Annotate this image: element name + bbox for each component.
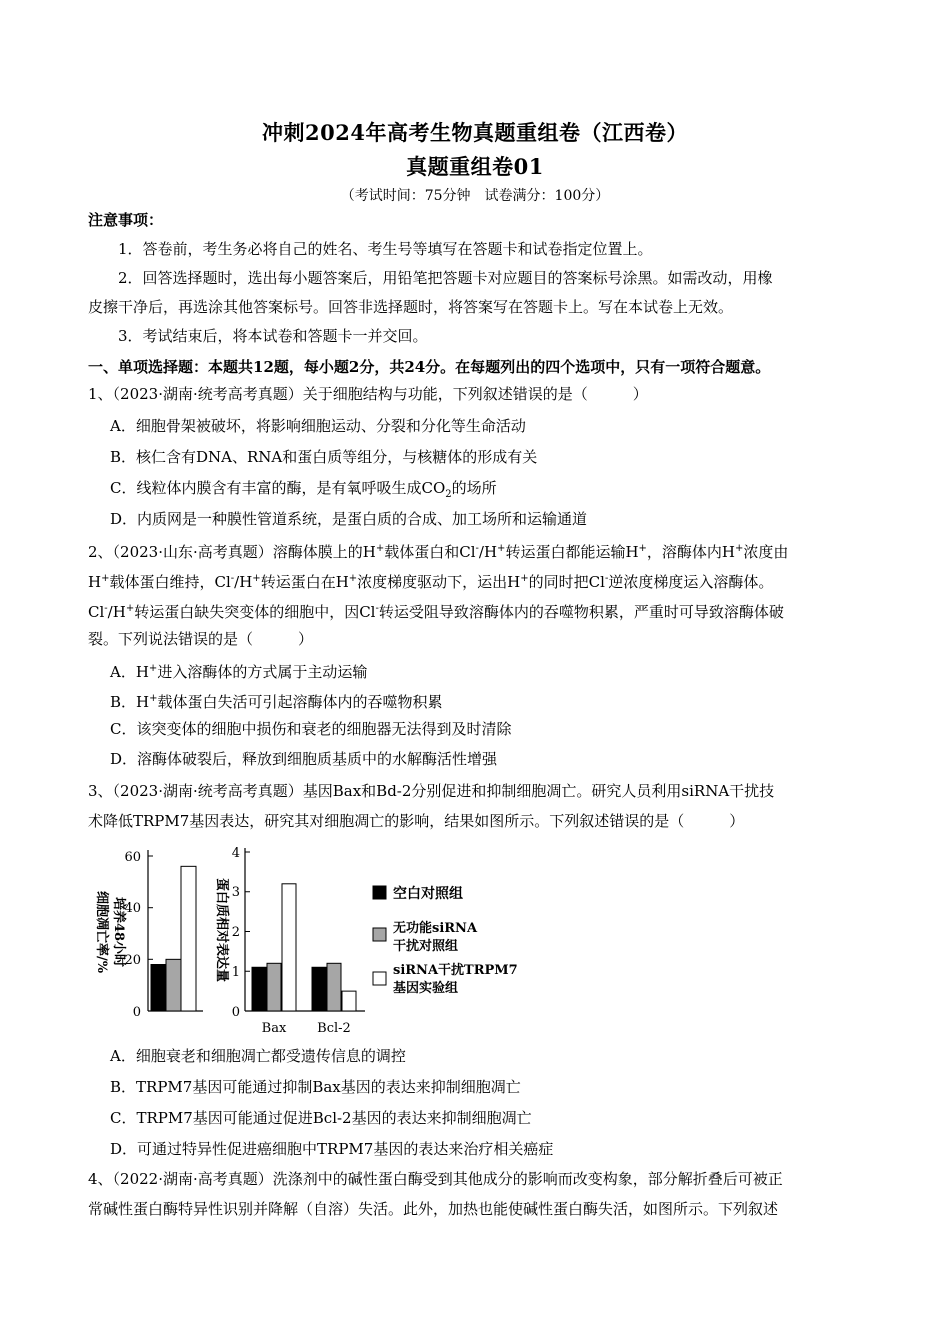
- chart-1-bar-blank-control: [151, 965, 166, 1012]
- q2-option-c: C．该突变体的细胞中损伤和衰老的细胞器无法得到及时清除: [110, 720, 512, 738]
- q3-option-d: D．可通过特异性促进癌细胞中TRPM7基因的表达来治疗相关癌症: [110, 1140, 554, 1158]
- chart-1-ytick-20: 20: [124, 953, 141, 968]
- chart-2-xtick-bcl2: Bcl-2: [317, 1021, 351, 1036]
- section-heading: 一、单项选择题：本题共12题，每小题2分，共24分。在每题列出的四个选项中，只有一项符合题意。: [88, 358, 771, 376]
- q1-option-c: C．线粒体内膜含有丰富的酶，是有氧呼吸生成$CO_2$的场所: [110, 479, 497, 500]
- q3-stem-line-1: 3、（2023·湖南·统考高考真题）基因Bax和Bd-2分别促进和抑制细胞凋亡。研究人员利用siRNA干扰技: [88, 782, 775, 800]
- q4-stem-line-2: 常碱性蛋白酶特异性识别并降解（自溶）失活。此外，加热也能使碱性蛋白酶失活，如图所示。下列叙述: [88, 1200, 779, 1218]
- chart-1-ylabel-line-2: 细胞凋亡率/%: [94, 890, 109, 974]
- notice-item-2-cont: 皮擦干净后，再选涂其他答案标号。回答非选择题时，将答案写在答题卡上。写在本试卷上无效。: [88, 298, 734, 316]
- chart-2-ylabel: 蛋白质相对表达量: [214, 877, 229, 983]
- chart-1-bar-nonfunctional-sirna: [166, 959, 181, 1011]
- q3-option-c: C．TRPM7基因可能通过促进Bcl-2基因的表达来抑制细胞凋亡: [110, 1109, 532, 1127]
- chart-2-bar-bax-nonfunctional-sirna: [267, 963, 281, 1011]
- chart-2-ytick-1: 1: [231, 965, 240, 980]
- legend-label-white-line-1: siRNA干扰TRPM7: [393, 963, 518, 978]
- legend-label-black: 空白对照组: [393, 886, 463, 902]
- q1-option-b: B．核仁含有DNA、RNA和蛋白质等组分，与核糖体的形成有关: [110, 448, 538, 466]
- q1-option-a: A．细胞骨架被破坏，将影响细胞运动、分裂和分化等生命活动: [110, 417, 526, 435]
- chart-2-ytick-4: 4: [231, 846, 240, 861]
- chart-1-ytick-40: 40: [124, 901, 141, 916]
- q2-option-b: B．H+载体蛋白失活可引起溶酶体内的吞噬物积累: [110, 693, 443, 711]
- legend-label-gray-line-1: 无功能siRNA: [393, 921, 478, 936]
- chart-2-bar-bcl2-blank-control: [312, 967, 326, 1011]
- chart-1-ylabel-line-1: 培养48小时: [111, 896, 126, 968]
- q2-stem-line-1: 2、（2023·山东·高考真题）溶酶体膜上的H+载体蛋白和Cl-/H+转运蛋白都能运输H+，溶酶体内H+浓度由: [88, 543, 789, 561]
- q2-option-a: A．H+进入溶酶体的方式属于主动运输: [110, 663, 368, 681]
- q3-figure: [85, 840, 545, 1040]
- chart-2-bar-bax-blank-control: [252, 967, 266, 1011]
- legend-label-white-line-2: 基因实验组: [393, 981, 459, 996]
- chart-1-ytick-0: 0: [132, 1005, 141, 1020]
- q2-option-d: D．溶酶体破裂后，释放到细胞质基质中的水解酶活性增强: [110, 750, 498, 768]
- exam-subtitle: 真题重组卷01: [406, 154, 544, 179]
- exam-info: （考试时间：75分钟 试卷满分：100分）: [340, 188, 610, 204]
- q1-option-d: D．内质网是一种膜性管道系统，是蛋白质的合成、加工场所和运输通道: [110, 510, 588, 528]
- chart-2-bar-bcl2-sirna-trpm7: [342, 991, 356, 1011]
- chart-2-ytick-3: 3: [231, 885, 240, 900]
- chart-1-bar-sirna-trpm7: [181, 866, 196, 1011]
- legend-label-gray-line-2: 干扰对照组: [393, 939, 459, 954]
- notice-item-1: 1．答卷前，考生务必将自己的姓名、考生号等填写在答题卡和试卷指定位置上。: [118, 240, 653, 258]
- notice-item-2: 2．回答选择题时，选出每小题答案后，用铅笔把答题卡对应题目的答案标号涂黑。如需改动，用橡: [118, 269, 773, 287]
- q4-stem-line-1: 4、（2022·湖南·高考真题）洗涤剂中的碱性蛋白酶受到其他成分的影响而改变构象，部分解折叠后可被正: [88, 1170, 783, 1188]
- chart-2-xtick-bax: Bax: [261, 1021, 287, 1036]
- legend-swatch-gray: [373, 928, 386, 941]
- q2-stem-line-2: H+载体蛋白维持，Cl-/H+转运蛋白在H+浓度梯度驱动下，运出H+的同时把Cl-逆浓度梯度运入溶酶体。: [88, 573, 774, 591]
- chart-2-ytick-2: 2: [231, 925, 240, 940]
- chart-2-ytick-0: 0: [231, 1005, 240, 1020]
- legend-swatch-black: [373, 886, 386, 899]
- chart-2-bar-bax-sirna-trpm7: [282, 884, 296, 1011]
- chart-2-bar-bcl2-nonfunctional-sirna: [327, 963, 341, 1011]
- exam-title: 冲刺2024年高考生物真题重组卷（江西卷）: [262, 120, 688, 145]
- notice-item-3: 3．考试结束后，将本试卷和答题卡一并交回。: [118, 327, 428, 345]
- chart-1-ytick-60: 60: [124, 850, 141, 865]
- legend-swatch-white: [373, 972, 386, 985]
- q3-stem-line-2: 术降低TRPM7基因表达，研究其对细胞凋亡的影响，结果如图所示。下列叙述错误的是（ ）: [88, 812, 745, 830]
- q2-stem-line-3: Cl-/H+转运蛋白缺失突变体的细胞中，因Cl-转运受阻导致溶酶体内的吞噬物积累，严重时可导致溶酶体破: [88, 603, 784, 621]
- q1-stem: 1、（2023·湖南·统考高考真题）关于细胞结构与功能，下列叙述错误的是（ ）: [88, 385, 648, 403]
- q3-option-b: B．TRPM7基因可能通过抑制Bax基因的表达来抑制细胞凋亡: [110, 1078, 521, 1096]
- q3-option-a: A．细胞衰老和细胞凋亡都受遗传信息的调控: [110, 1047, 406, 1065]
- notice-heading: 注意事项：: [88, 211, 164, 229]
- q2-stem-line-4: 裂。下列说法错误的是（ ）: [88, 630, 314, 648]
